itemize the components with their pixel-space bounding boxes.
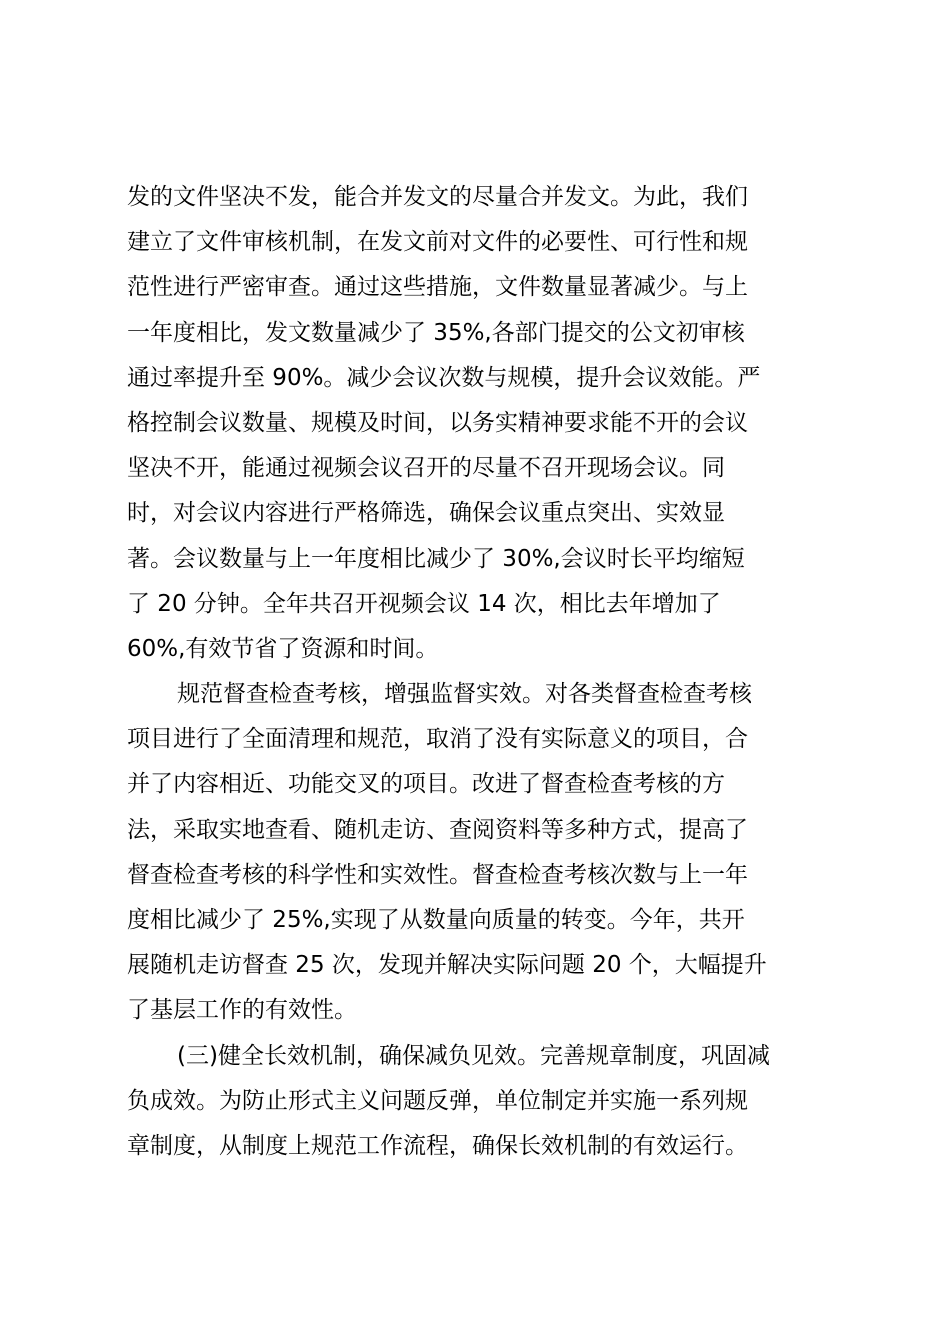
text-line: 展随机走访督查 25 次，发现并解决实际问题 20 个，大幅提升 xyxy=(127,952,767,979)
text-line: 了 20 分钟。全年共召开视频会议 14 次，相比去年增加了 xyxy=(127,590,721,617)
text-line: 督查检查考核的科学性和实效性。督查检查考核次数与上一年 xyxy=(127,861,748,888)
text-line: 一年度相比，发文数量减少了 35%,各部门提交的公文初审核 xyxy=(127,319,745,346)
text-line: 60%,有效节省了资源和时间。 xyxy=(127,635,439,662)
text-line: 法，采取实地查看、随机走访、查阅资料等多种方式，提高了 xyxy=(127,816,748,843)
text-line: 项目进行了全面清理和规范，取消了没有实际意义的项目，合 xyxy=(127,726,748,753)
text-line: 建立了文件审核机制，在发文前对文件的必要性、可行性和规 xyxy=(127,229,748,256)
text-line: 章制度，从制度上规范工作流程，确保长效机制的有效运行。 xyxy=(127,1132,748,1159)
text-line: 了基层工作的有效性。 xyxy=(127,997,357,1024)
text-line: 范性进行严密审查。通过这些措施，文件数量显著减少。与上 xyxy=(127,274,748,301)
text-line: 通过率提升至 90%。减少会议次数与规模，提升会议效能。严 xyxy=(127,364,761,391)
text-line: 并了内容相近、功能交叉的项目。改进了督查检查考核的方 xyxy=(127,771,725,798)
text-line: 格控制会议数量、规模及时间，以务实精神要求能不开的会议 xyxy=(127,409,748,436)
text-line: 发的文件坚决不发，能合并发文的尽量合并发文。为此，我们 xyxy=(127,184,748,210)
text-line: 度相比减少了 25%,实现了从数量向质量的转变。今年，共开 xyxy=(127,907,745,933)
text-line: 坚决不开，能通过视频会议召开的尽量不召开现场会议。同 xyxy=(127,455,725,482)
paragraph-start-line: (三)健全长效机制，确保减负见效。完善规章制度，巩固减 xyxy=(177,1042,770,1069)
text-line: 负成效。为防止形式主义问题反弹，单位制定并实施一系列规 xyxy=(127,1087,748,1114)
text-line: 著。会议数量与上一年度相比减少了 30%,会议时长平均缩短 xyxy=(127,545,745,572)
paragraph-start-line: 规范督查检查考核，增强监督实效。对各类督查检查考核 xyxy=(177,681,752,708)
document-body xyxy=(127,175,827,1169)
text-line: 时，对会议内容进行严格筛选，确保会议重点突出、实效显 xyxy=(127,500,725,527)
